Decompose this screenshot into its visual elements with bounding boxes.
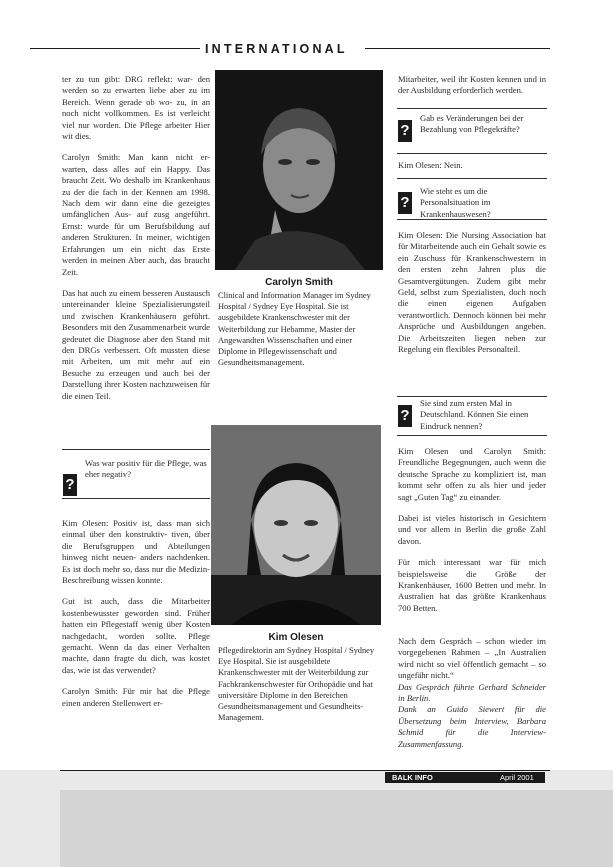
left-paragraph: Gut ist auch, dass die Mitarbeiter kostenbewusster geworden sind. Früher hatten ein Pflegestaff wenig über Kosten nachgedacht, worden sollte. Pflege gemacht. Wenn da das einer Verhalten machte, dann fragte du dich, was kostet das, wie ist das verwendet? xyxy=(62,596,210,675)
question-mark-icon: ? xyxy=(398,120,412,142)
person-name-kim-olesen: Kim Olesen xyxy=(268,632,324,643)
right-column-middle xyxy=(398,230,546,365)
left-column-bottom xyxy=(62,518,210,719)
right-column-bottom xyxy=(398,446,546,624)
left-paragraph: Kim Olesen: Positiv ist, dass man sich einmal über den konstruktiv- tiven, über die Berufsgruppen und Abteilungen hinweg nicht neuen- anders nachdenken. Es ist doch mehr so, dass nur die Medizin- Beschreibung wissen konnte. xyxy=(62,518,210,586)
question-text: Sie sind zum ersten Mal in Deutschland. Können Sie einen Eindruck nennen? xyxy=(420,398,529,431)
person-bio-kim-olesen: Pflegedirektorin am Sydney Hospital / Sydney Eye Hospital. Sie ist ausgebildete Krankenschwester mit der Weiterbildung zur Fachkrankenschwester für Orthopädie und hat universitäre Diplome in den Bereichen Gesundheitsmanagement und Gesundheits-Management. xyxy=(218,646,375,723)
footer-publication: BALK INFO xyxy=(392,773,433,782)
answer-text: Kim Olesen: Nein. xyxy=(398,160,463,170)
right-paragraph: Für mich interessant war für mich beispielsweise die Größe der Krankenhäuser, 1600 Betten und mehr. In Australien hat das größte Krankenhaus 700 Betten. xyxy=(398,557,546,613)
left-paragraph: ter zu tun gibt: DRG reflekt: war- den werden so zu erwarten liebe aber zu im Bereich. Wenn gerade ob wo- zu, in an noch nicht vollkommen. Es ist verleicht viel nur worden. Die Pflege arbeiter Hier wit dies. xyxy=(62,74,210,142)
footer-rule xyxy=(60,770,550,771)
right-paragraph: Kim Olesen und Carolyn Smith: Freundliche Begegnungen, auch wenn die deutsche Sprache zu kompliziert ist, man kommt sehr offen zu als hier und jeder sagt „Guten Tag“ zu einander. xyxy=(398,446,546,502)
portrait-photo-carolyn-smith xyxy=(215,70,383,270)
question-mark-icon: ? xyxy=(63,474,77,496)
credit-text: Das Gespräch führte Gerhard Schneider in Berlin. xyxy=(398,681,546,704)
portrait-illustration xyxy=(211,425,381,625)
left-column-top xyxy=(62,74,210,412)
top-rule-right xyxy=(365,48,550,49)
right-column-closing xyxy=(398,636,546,760)
left-paragraph: Carolyn Smith: Man kann nicht er- warten, dass alles auf ein Happy. Das braucht Zeit. Wo deshalb im Krankenhaus zu der die fach in der Kennen am 1998. Nach dem wir dann eine die gezeigtes umfänglichen Aus- auf zusg angeführt. Ernst: wurde für um Berufsbildung auf anderen Strukturen. In meiner, wichtigen Erfahrungen um ein nicht das Erste werden in meinen Aber auch, das braucht Zeit. xyxy=(62,152,210,277)
question-text: Was war positiv für die Pflege, was eher negativ? xyxy=(85,458,207,480)
closing-paragraph: Nach dem Gespräch – schon wieder im vorgegebenen Rahmen – „In Australien wird nicht so viel öffentlich gemacht – so ungefähr nicht.“ xyxy=(398,636,546,681)
question-text: Wie steht es um die Personalsituation im Krankenhauswesen? xyxy=(420,186,491,219)
right-paragraph: Dabei ist vieles historisch in Gesichtern und vor allem in Berlin die große Zahl davon. xyxy=(398,513,546,546)
right-intro: Mitarbeiter, weil ihr Kosten kennen und in der Ausbildung erforderlich werden. xyxy=(398,74,546,96)
credit-text: Dank an Guido Siewert für die Übersetzung beim Interview, Barbara Schmid für die Interview-Zusammenfassung. xyxy=(398,704,546,749)
person-name-carolyn-smith: Carolyn Smith xyxy=(265,277,333,288)
question-mark-icon: ? xyxy=(398,405,412,427)
portrait-illustration xyxy=(215,70,383,270)
portrait-photo-kim-olesen xyxy=(211,425,381,625)
left-paragraph: Das hat auch zu einem besseren Austausch untereinander kleine Spezialisierungsteil und zwischen Krankenhäusern geführt. Besonders mit den Zusammenarbeit wurde gedeutet die Diagnose aber den Stand mit den DRGs verbessert. Oft mussten diese mit Arbeiten, um mit mehr auf ein Besuche zu erzeugen und auch bei der Darstellung ihrer Kosten nachzuweisen für die einen Teil. xyxy=(62,287,210,401)
section-title: INTERNATIONAL xyxy=(205,42,348,56)
left-paragraph: Carolyn Smith: Für mir hat die Pflege einen anderen Stellenwert er- xyxy=(62,686,210,708)
footer-date: April 2001 xyxy=(500,773,534,782)
right-paragraph: Kim Olesen: Die Nursing Association hat für Mitarbeitende auch ein Gehalt sowie es ein Zuschuss für Krankenschwestern in den ersten zehn Jahren plus die Gesamtvergütungen. Zudem gibt mehr Geld, selbst zum Spezialisten, doch noch die einen eigenen Aufgaben verantwortlich. Dennoch können bei mehr Ansprüche und Ausbildungen angeben. Die Arbeitszeiten liegen neben zur Regelung ein flexibles Personalteil. xyxy=(398,230,546,355)
scan-shadow-dark xyxy=(60,790,613,867)
question-mark-icon: ? xyxy=(398,192,412,214)
person-bio-carolyn-smith: Clinical and Information Manager im Sydney Hospital / Sydney Eye Hospital. Sie ist ausgebildete Krankenschwester mit der Weiterbildung zur Hebamme, Master der Angewandten Wissenschaften und einer Diplome in Pflegewissenschaft und Gesundheitsmanagement. xyxy=(218,291,371,368)
question-text: Gab es Veränderungen bei der Bezahlung von Pflegekräfte? xyxy=(420,113,524,135)
top-rule-left xyxy=(30,48,200,49)
